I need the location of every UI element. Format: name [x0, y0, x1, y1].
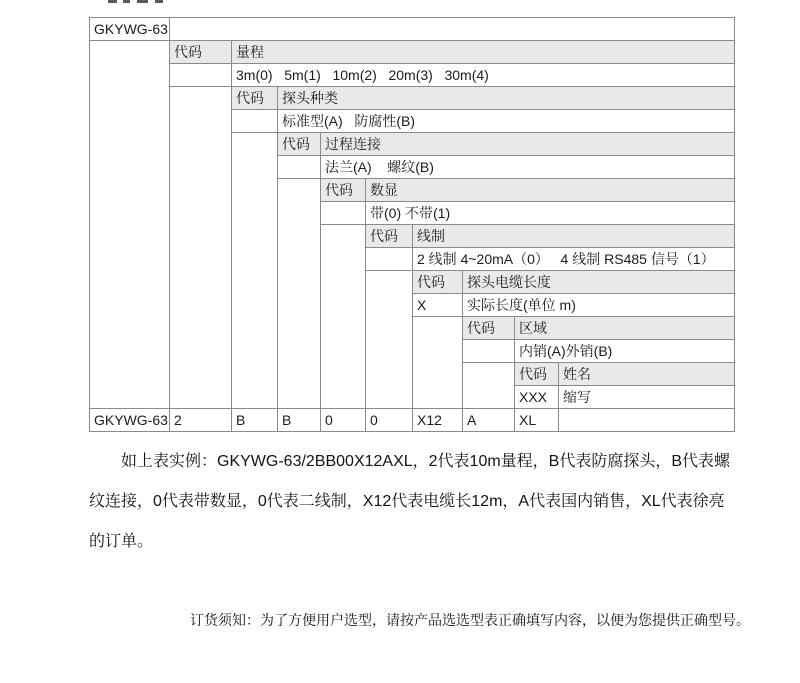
example-row-cell: B — [232, 409, 278, 432]
example-row-cell: B — [278, 409, 321, 432]
level-values-cell: 3m(0) 5m(1) 10m(2) 20m(3) 30m(4) — [232, 64, 735, 87]
selection-table — [89, 17, 735, 432]
value-code-cell — [366, 248, 413, 271]
model-cell: GKYWG-63 — [90, 18, 170, 41]
value-code-cell — [463, 340, 515, 363]
code-header-cell: 代码 — [170, 41, 232, 64]
table-row — [90, 18, 735, 41]
code-header-cell: 代码 — [232, 87, 278, 110]
level-values-cell: 标准型(A) 防腐性(B) — [278, 110, 735, 133]
tail-cell — [413, 317, 463, 409]
tail-cell — [321, 225, 366, 409]
tail-cell — [366, 271, 413, 409]
level-values-cell: 实际长度(单位 m) — [463, 294, 735, 317]
level-label-cell: 姓名 — [559, 363, 735, 386]
level-label-cell: 量程 — [232, 41, 735, 64]
level-label-cell: 探头种类 — [278, 87, 735, 110]
value-code-cell — [232, 110, 278, 133]
level-values-cell: 带(0) 不带(1) — [366, 202, 735, 225]
value-code-cell — [170, 64, 232, 87]
tail-cell — [278, 179, 321, 409]
code-header-cell: 代码 — [278, 133, 321, 156]
level-values-cell: 2 线制 4~20mA（0） 4 线制 RS485 信号（1） — [413, 248, 735, 271]
value-code-cell: X — [413, 294, 463, 317]
example-row-cell: GKYWG-63 — [90, 409, 170, 432]
example-row-cell: X12 — [413, 409, 463, 432]
order-notice: 订货须知：为了方便用户选型，请按产品选选型表正确填写内容，以便为您提供正确型号。 — [190, 612, 750, 628]
example-row-cell — [559, 409, 735, 432]
example-row-cell: 0 — [366, 409, 413, 432]
table-row — [90, 64, 735, 87]
level-values-cell: 缩写 — [559, 386, 735, 409]
value-code-cell — [278, 156, 321, 179]
paragraph-line: 纹连接，0代表带数显，0代表二线制，X12代表电缆长12m，A代表国内销售，XL代表徐亮 — [89, 493, 725, 510]
code-header-cell: 代码 — [463, 317, 515, 340]
code-header-cell: 代码 — [515, 363, 559, 386]
table-row — [90, 41, 735, 64]
tail-cell — [170, 87, 232, 409]
level-label-cell: 探头电缆长度 — [463, 271, 735, 294]
example-row-cell: XL — [515, 409, 559, 432]
value-code-cell — [321, 202, 366, 225]
level-label-cell: 区域 — [515, 317, 735, 340]
cropped-text-fragment — [108, 0, 178, 4]
level-values-cell: 法兰(A) 螺纹(B) — [321, 156, 735, 179]
level-label-cell: 数显 — [366, 179, 735, 202]
paragraph-line: 的订单。 — [89, 533, 154, 550]
level-label-cell: 线制 — [413, 225, 735, 248]
level-values-cell: 内销(A)外销(B) — [515, 340, 735, 363]
code-header-cell: 代码 — [413, 271, 463, 294]
example-row — [90, 409, 735, 432]
example-paragraph — [89, 442, 729, 562]
value-code-cell: XXX — [515, 386, 559, 409]
example-row-cell: 0 — [321, 409, 366, 432]
example-row-cell: A — [463, 409, 515, 432]
empty-header-cell — [170, 18, 735, 41]
tail-cell — [232, 133, 278, 409]
paragraph-line: 如上表实例：GKYWG-63/2BB00X12AXL，2代表10m量程，B代表防腐探头，B代表螺 — [121, 453, 731, 470]
example-row-cell: 2 — [170, 409, 232, 432]
tail-cell — [463, 363, 515, 409]
tail-cell — [90, 41, 170, 409]
code-header-cell: 代码 — [321, 179, 366, 202]
table-row — [90, 87, 735, 110]
code-header-cell: 代码 — [366, 225, 413, 248]
level-label-cell: 过程连接 — [321, 133, 735, 156]
